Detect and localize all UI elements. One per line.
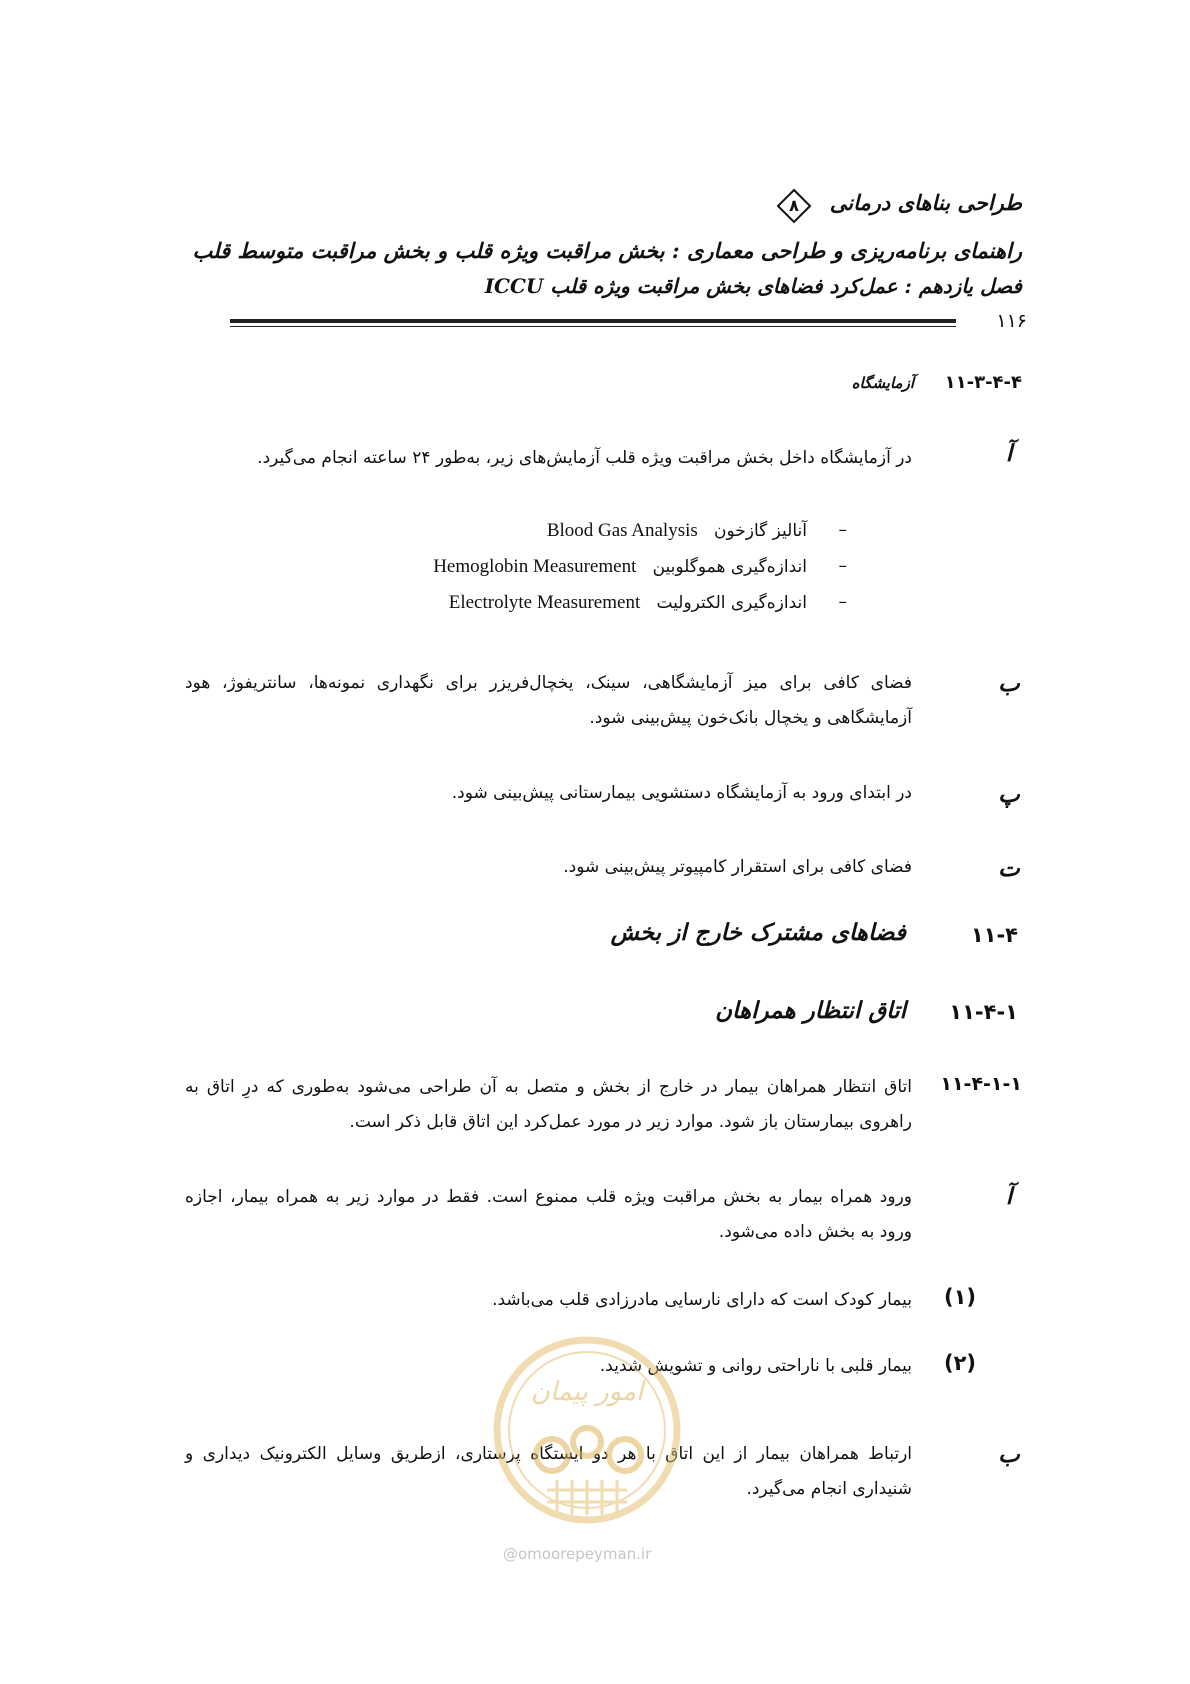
- item-letter: ب: [998, 670, 1020, 697]
- watermark-url: @omoorepeyman.ir: [503, 1545, 652, 1563]
- watermark-logo: [487, 1330, 687, 1530]
- paragraph: ارتباط همراهان بیمار از این اتاق با هر دو ایستگاه پرستاری، ازطریق وسایل الکترونیک دیداری و شنیداری انجام می‌گیرد.: [185, 1444, 912, 1499]
- section-number: ۱۱-۴-۱: [949, 1000, 1018, 1024]
- book-subtitle: راهنمای برنامه‌ریزی و طراحی معماری : بخش مراقبت ویژه قلب و بخش مراقبت متوسط قلب: [192, 238, 1022, 263]
- header-rule-thick: [230, 319, 956, 323]
- paragraph: بیمار قلبی با ناراحتی روانی و تشویش شدید.: [599, 1356, 912, 1376]
- bullet-item: – اندازه‌گیری الکترولیت Electrolyte Measurement: [448, 592, 847, 613]
- section-heading: فضاهای مشترک خارج از بخش: [610, 919, 906, 946]
- item-number: (۲): [943, 1351, 976, 1375]
- header-rule-thin: [230, 326, 956, 327]
- paragraph: در ابتدای ورود به آزمایشگاه دستشویی بیمارستانی پیش‌بینی شود.: [451, 783, 912, 803]
- item-letter: پ: [998, 781, 1020, 808]
- item-letter: ب: [998, 1441, 1020, 1468]
- item-letter: ت: [998, 855, 1020, 882]
- section-heading: اتاق انتظار همراهان: [715, 997, 906, 1024]
- item-number: (۱): [943, 1285, 976, 1309]
- chapter-title: فصل یازدهم : عمل‌کرد فضاهای بخش مراقبت ویژه قلب ICCU: [484, 274, 1022, 298]
- book-number: ۸: [789, 196, 799, 215]
- paragraph: ورود همراه بیمار به بخش مراقبت ویژه قلب ممنوع است. فقط در موارد زیر به همراه بیمار، اجازه ورود به بخش داده می‌شود.: [185, 1187, 912, 1242]
- paragraph: فضای کافی برای میز آزمایشگاهی، سینک، یخچال‌فریزر برای نگهداری نمونه‌ها، سانتریفوژ، هود آزمایشگاهی و یخچال بانک‌خون پیش‌بینی شود.: [185, 673, 912, 728]
- bullet-item: – اندازه‌گیری هموگلوبین Hemoglobin Measurement: [433, 556, 847, 577]
- book-title: طراحی بناهای درمانی: [829, 190, 1022, 215]
- section-number: ۱۱-۴: [970, 923, 1018, 947]
- paragraph: در آزمایشگاه داخل بخش مراقبت ویژه قلب آزمایش‌های زیر، به‌طور ۲۴ ساعته انجام می‌گیرد.: [257, 448, 912, 468]
- paragraph: فضای کافی برای استقرار کامپیوتر پیش‌بینی شود.: [563, 857, 912, 877]
- bullet-item: – آنالیز گازخون Blood Gas Analysis: [546, 520, 847, 541]
- section-number: ۱۱-۴-۱-۱: [940, 1073, 1022, 1095]
- watermark-logo-text: امور پیمان: [530, 1377, 644, 1407]
- book-number-badge: [776, 188, 812, 224]
- section-title: آزمایشگاه: [851, 374, 914, 392]
- section-number: ۱۱-۳-۴-۴: [944, 372, 1022, 393]
- page-number: ۱۱۶: [996, 310, 1027, 332]
- paragraph: بیمار کودک است که دارای نارسایی مادرزادی قلب می‌باشد.: [492, 1290, 912, 1310]
- item-letter: آ: [1005, 440, 1013, 467]
- item-letter: آ: [1005, 1183, 1013, 1210]
- paragraph: اتاق انتظار همراهان بیمار در خارج از بخش و متصل به آن طراحی می‌شود به‌طوری که درِ اتاق به راهروی بیمارستان باز شود. موارد زیر در مورد عمل‌کرد این اتاق قابل ذکر است.: [185, 1077, 912, 1132]
